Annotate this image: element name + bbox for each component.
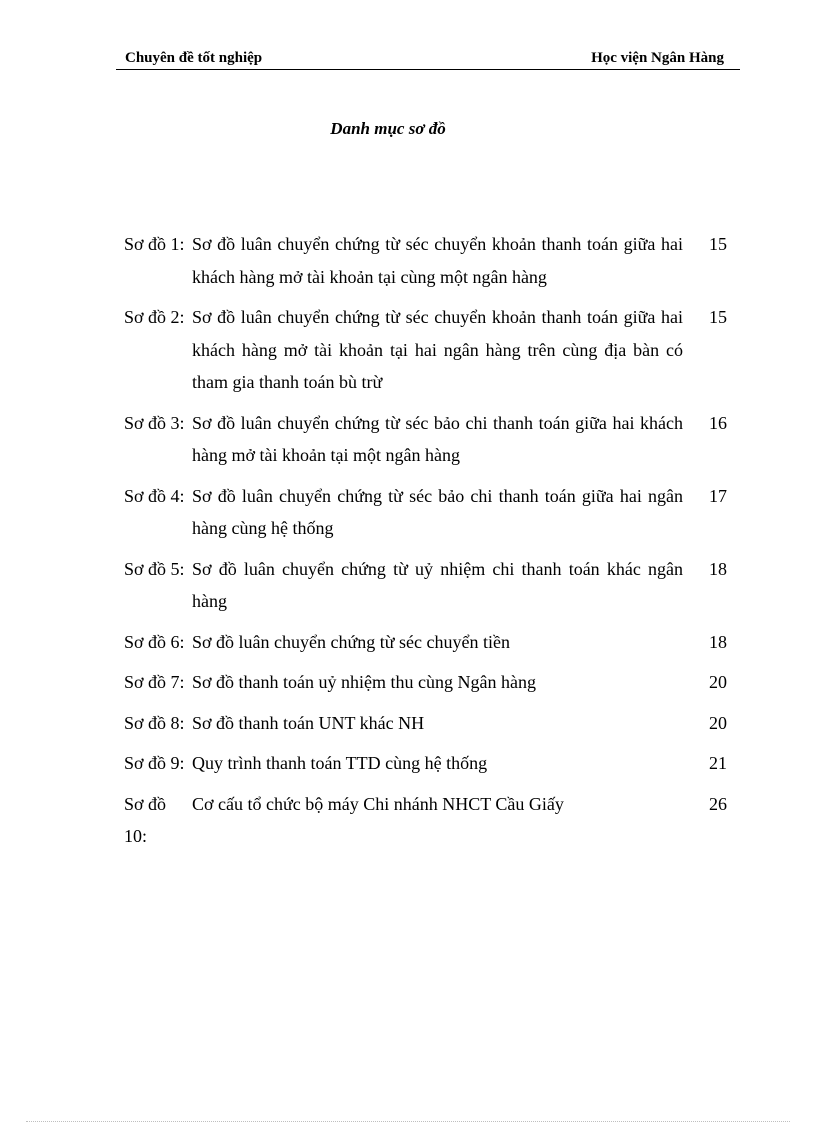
diagram-list: [124, 228, 734, 861]
list-item: [124, 301, 734, 399]
entry-page: 15: [709, 234, 727, 254]
entry-title: Sơ đồ luân chuyển chứng từ séc chuyển khoản thanh toán giữa hai khách hàng mở tài khoản tại hai ngân hàng trên cùng địa bàn có tham gia thanh toán bù trừ: [192, 307, 683, 392]
header-right-text: Học viện Ngân Hàng: [591, 50, 724, 66]
entry-title: Sơ đồ luân chuyển chứng từ séc chuyển tiền: [192, 631, 510, 652]
entry-title: Sơ đồ thanh toán uỷ nhiệm thu cùng Ngân hàng: [192, 672, 536, 692]
list-item: [124, 228, 734, 293]
entry-title: Sơ đồ luân chuyển chứng từ séc chuyển khoản thanh toán giữa hai khách hàng mở tài khoản tại cùng một ngân hàng: [192, 234, 683, 287]
entry-label: Sơ đồ 9:: [124, 753, 185, 773]
list-item: [124, 666, 734, 699]
list-item: [124, 788, 734, 853]
entry-label: Sơ đồ 5:: [124, 558, 185, 579]
entry-label: Sơ đồ 4:: [124, 485, 185, 506]
page-title: Danh mục sơ đồ: [330, 119, 446, 138]
entry-page: 20: [709, 672, 727, 692]
entry-label: Sơ đồ 3:: [124, 412, 185, 433]
entry-title: Sơ đồ luân chuyển chứng từ séc bảo chi thanh toán giữa hai khách hàng mở tài khoản tại một ngân hàng: [192, 412, 683, 465]
entry-label: Sơ đồ 8:: [124, 712, 185, 733]
list-item: [124, 407, 734, 472]
entry-label: Sơ đồ 1:: [124, 234, 185, 254]
list-item: [124, 707, 734, 740]
page-bottom-divider: [26, 1121, 790, 1122]
entry-label: Sơ đồ 2:: [124, 307, 185, 327]
entry-title: Sơ đồ thanh toán UNT khác NH: [192, 712, 425, 733]
entry-page: 15: [709, 307, 727, 327]
entry-title: Sơ đồ luân chuyển chứng từ uỷ nhiệm chi thanh toán khác ngân hàng: [192, 558, 683, 611]
entry-page: 18: [709, 631, 727, 652]
list-item: [124, 553, 734, 618]
entry-page: 26: [709, 793, 727, 814]
entry-page: 16: [709, 412, 727, 433]
entry-page: 20: [709, 712, 727, 733]
list-item: [124, 747, 734, 780]
entry-page: 17: [709, 485, 727, 506]
header-left-text: Chuyên đề tốt nghiệp: [125, 50, 263, 66]
entry-label: Sơ đồ 7:: [124, 672, 185, 692]
entry-page: 18: [709, 558, 727, 579]
entry-title: Quy trình thanh toán TTD cùng hệ thống: [192, 753, 488, 773]
list-item: [124, 480, 734, 545]
page-header: [116, 48, 740, 70]
entry-title: Cơ cấu tổ chức bộ máy Chi nhánh NHCT Cầu Giấy: [192, 793, 564, 814]
entry-title: Sơ đồ luân chuyển chứng từ séc bảo chi thanh toán giữa hai ngân hàng cùng hệ thống: [192, 485, 683, 538]
entry-label: Sơ đồ 10:: [124, 793, 167, 846]
entry-page: 21: [709, 753, 727, 773]
list-item: [124, 626, 734, 659]
entry-label: Sơ đồ 6:: [124, 631, 185, 652]
